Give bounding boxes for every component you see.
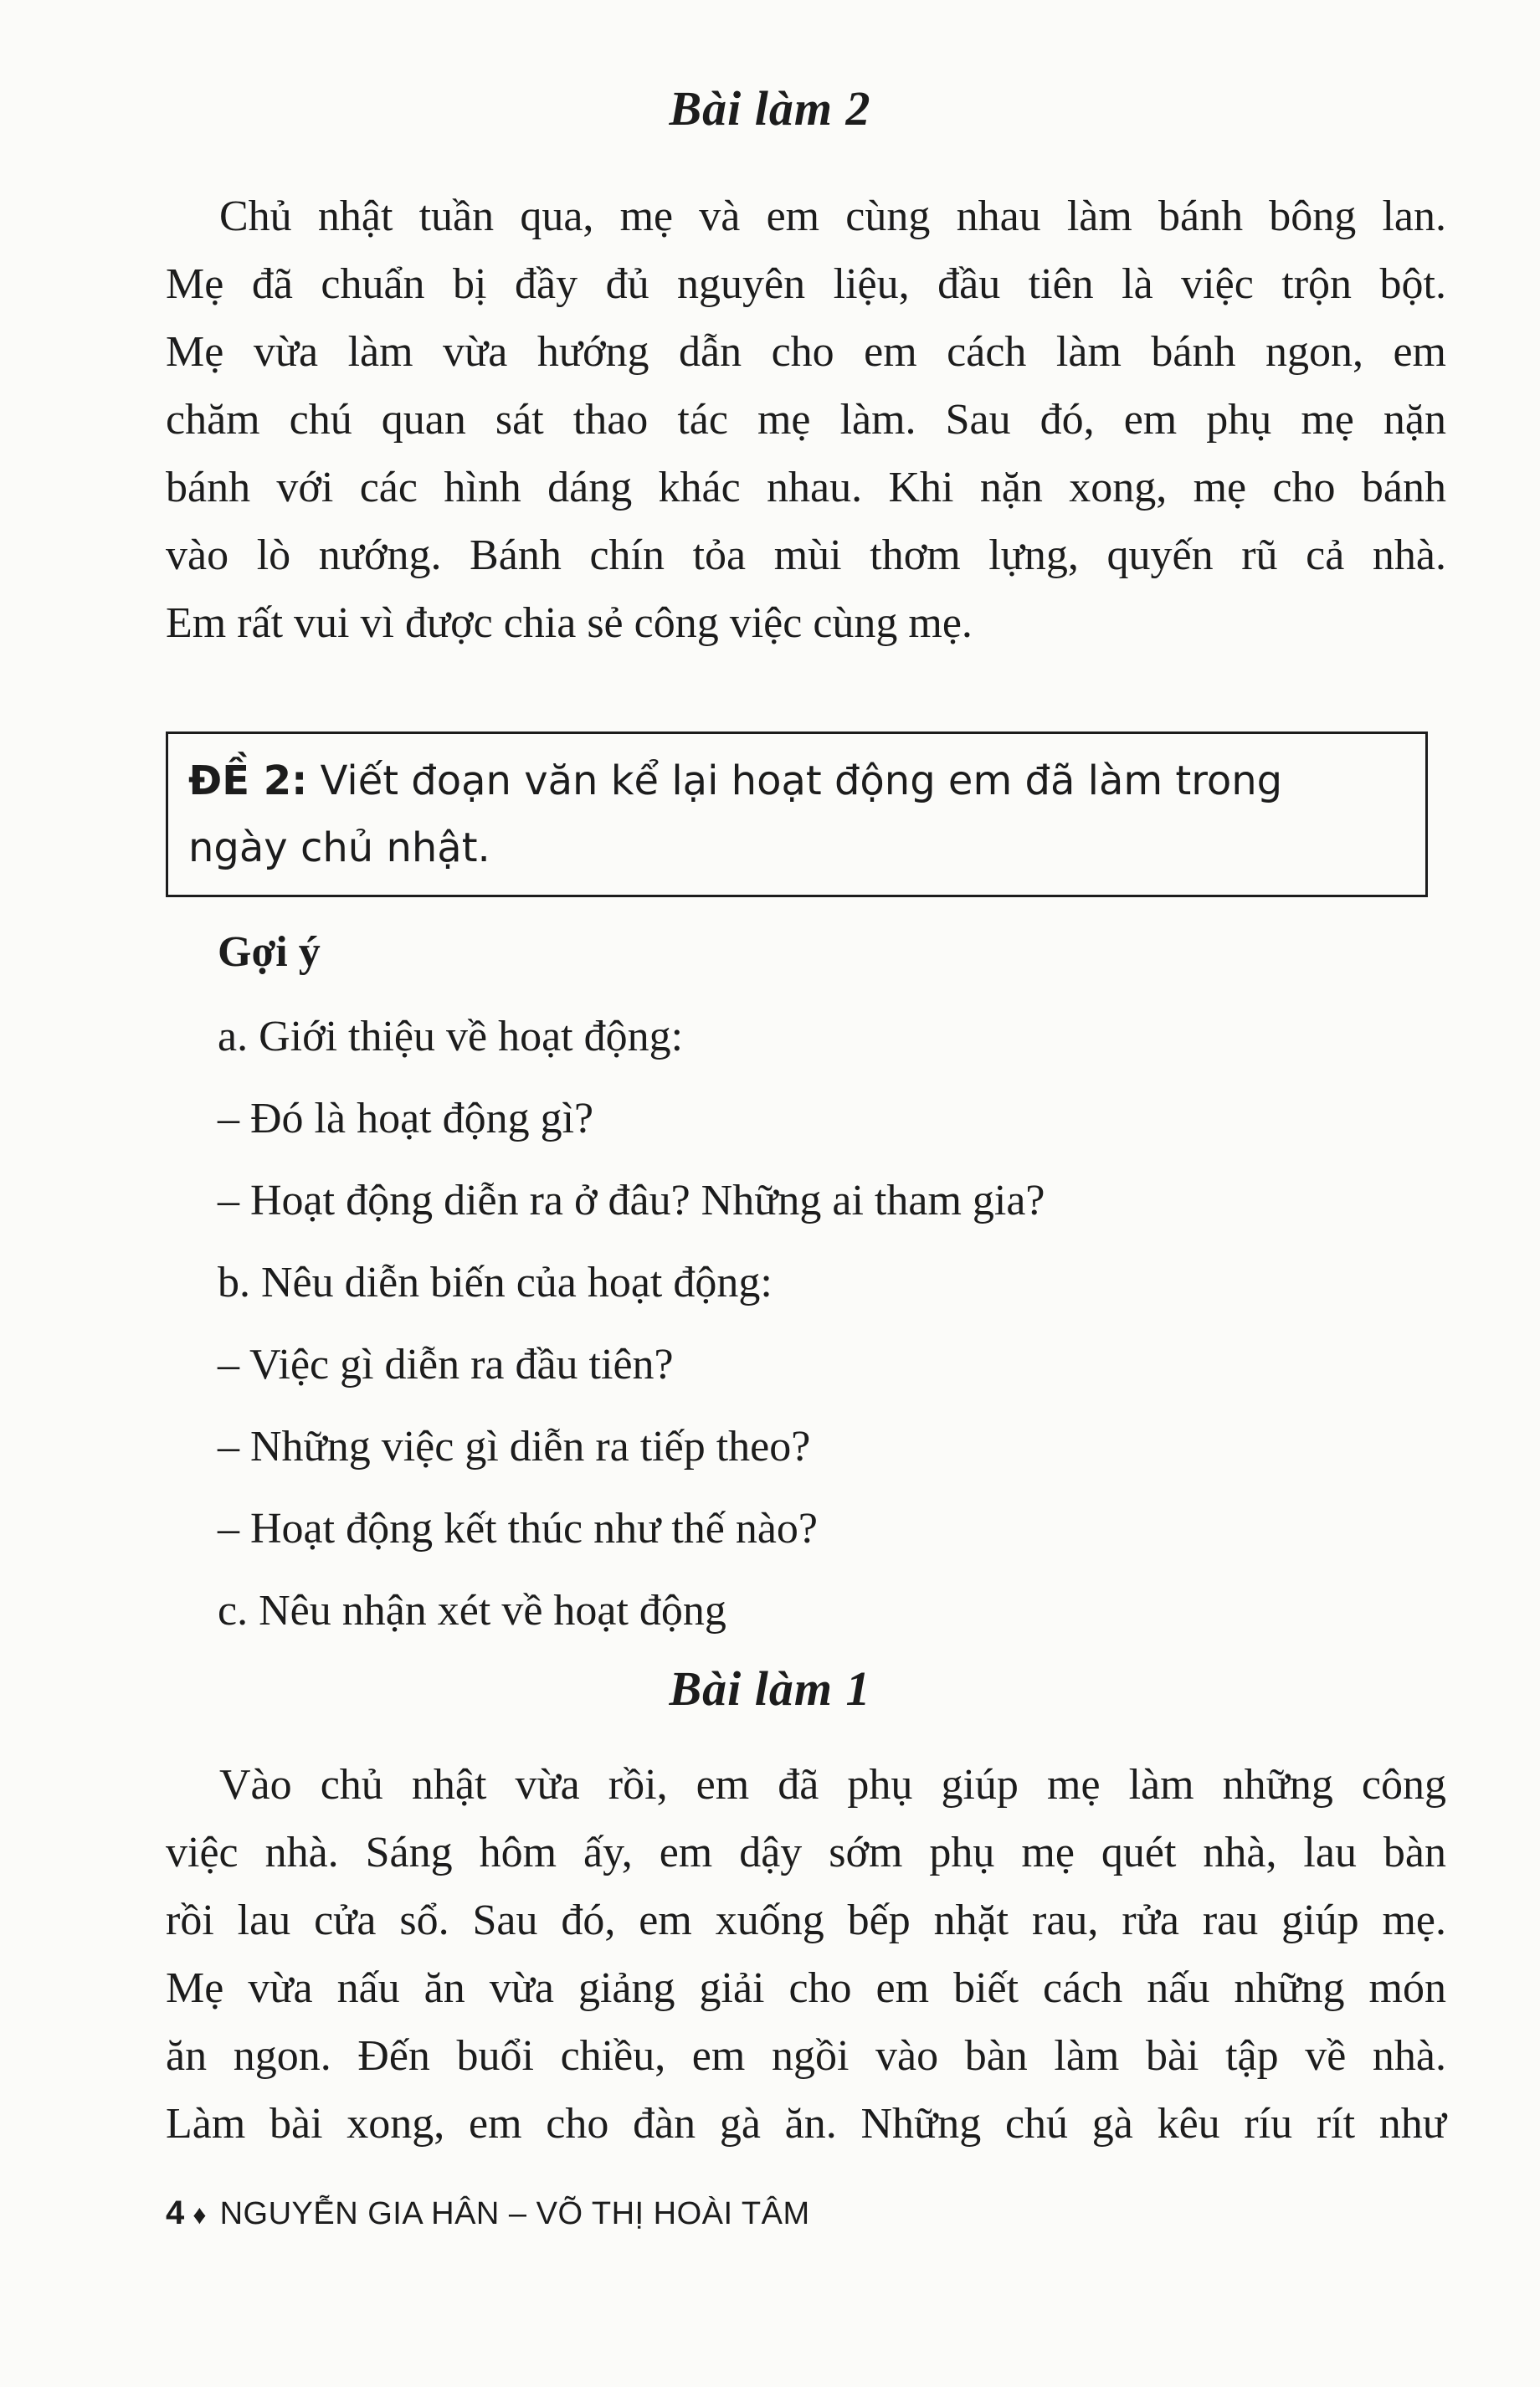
- paragraph-line: chăm chú quan sát thao tác mẹ làm. Sau đó, em phụ mẹ nặn: [166, 396, 1446, 444]
- page-number: 4: [166, 2194, 185, 2231]
- bai-lam-1-paragraph: [166, 1751, 1446, 2158]
- bai-lam-2-paragraph: [166, 182, 1446, 657]
- paragraph-line: vào lò nướng. Bánh chín tỏa mùi thơm lựng, quyến rũ cả nhà.: [166, 531, 1446, 579]
- hint-item: – Đó là hoạt động gì?: [218, 1095, 594, 1142]
- paragraph-line: rồi lau cửa sổ. Sau đó, em xuống bếp nhặt rau, rửa rau giúp mẹ.: [166, 1897, 1446, 1944]
- hint-item: a. Giới thiệu về hoạt động:: [218, 1013, 684, 1060]
- bai-lam-2-title: Bài làm 2: [669, 81, 871, 136]
- hint-item: c. Nêu nhận xét về hoạt động: [218, 1587, 726, 1635]
- hint-item: – Những việc gì diễn ra tiếp theo?: [218, 1423, 811, 1471]
- paragraph-line: ăn ngon. Đến buổi chiều, em ngồi vào bàn làm bài tập về nhà.: [166, 2032, 1446, 2080]
- paragraph-line: Em rất vui vì được chia sẻ công việc cùng mẹ.: [166, 599, 973, 647]
- task-text: Viết đoạn văn kể lại hoạt động em đã làm trong: [320, 757, 1283, 804]
- task-line-2: ngày chủ nhật.: [188, 824, 490, 871]
- de-2-task-box: [166, 732, 1428, 897]
- task-line-1: [188, 747, 1410, 814]
- paragraph-line: Mẹ vừa nấu ăn vừa giảng giải cho em biết cách nấu những món: [166, 1964, 1446, 2012]
- bai-lam-1-title: Bài làm 1: [669, 1661, 871, 1716]
- paragraph-line: Vào chủ nhật vừa rồi, em đã phụ giúp mẹ làm những công: [219, 1761, 1446, 1809]
- hint-item: – Hoạt động diễn ra ở đâu? Những ai tham gia?: [218, 1177, 1045, 1224]
- paragraph-line: Chủ nhật tuần qua, mẹ và em cùng nhau làm bánh bông lan.: [219, 192, 1446, 240]
- paragraph-line: bánh với các hình dáng khác nhau. Khi nặn xong, mẹ cho bánh: [166, 464, 1446, 511]
- goi-y-title: Gợi ý: [218, 928, 321, 976]
- paragraph-line: Mẹ đã chuẩn bị đầy đủ nguyên liệu, đầu tiên là việc trộn bột.: [166, 260, 1446, 308]
- task-label: ĐỀ 2:: [188, 757, 308, 804]
- hint-item: – Hoạt động kết thúc như thế nào?: [218, 1505, 819, 1553]
- paragraph-line: Mẹ vừa làm vừa hướng dẫn cho em cách làm bánh ngon, em: [166, 328, 1446, 376]
- footer-authors: NGUYỄN GIA HÂN – VÕ THỊ HOÀI TÂM: [219, 2196, 810, 2231]
- paragraph-line: việc nhà. Sáng hôm ấy, em dậy sớm phụ mẹ quét nhà, lau bàn: [166, 1829, 1446, 1876]
- hint-list: [218, 996, 1045, 1652]
- diamond-icon: ♦: [192, 2200, 207, 2230]
- paragraph-line: Làm bài xong, em cho đàn gà ăn. Những chú gà kêu ríu rít như: [166, 2100, 1446, 2148]
- page-footer: [166, 2194, 810, 2232]
- hint-item: b. Nêu diễn biến của hoạt động:: [218, 1259, 773, 1306]
- hint-item: – Việc gì diễn ra đầu tiên?: [218, 1341, 674, 1389]
